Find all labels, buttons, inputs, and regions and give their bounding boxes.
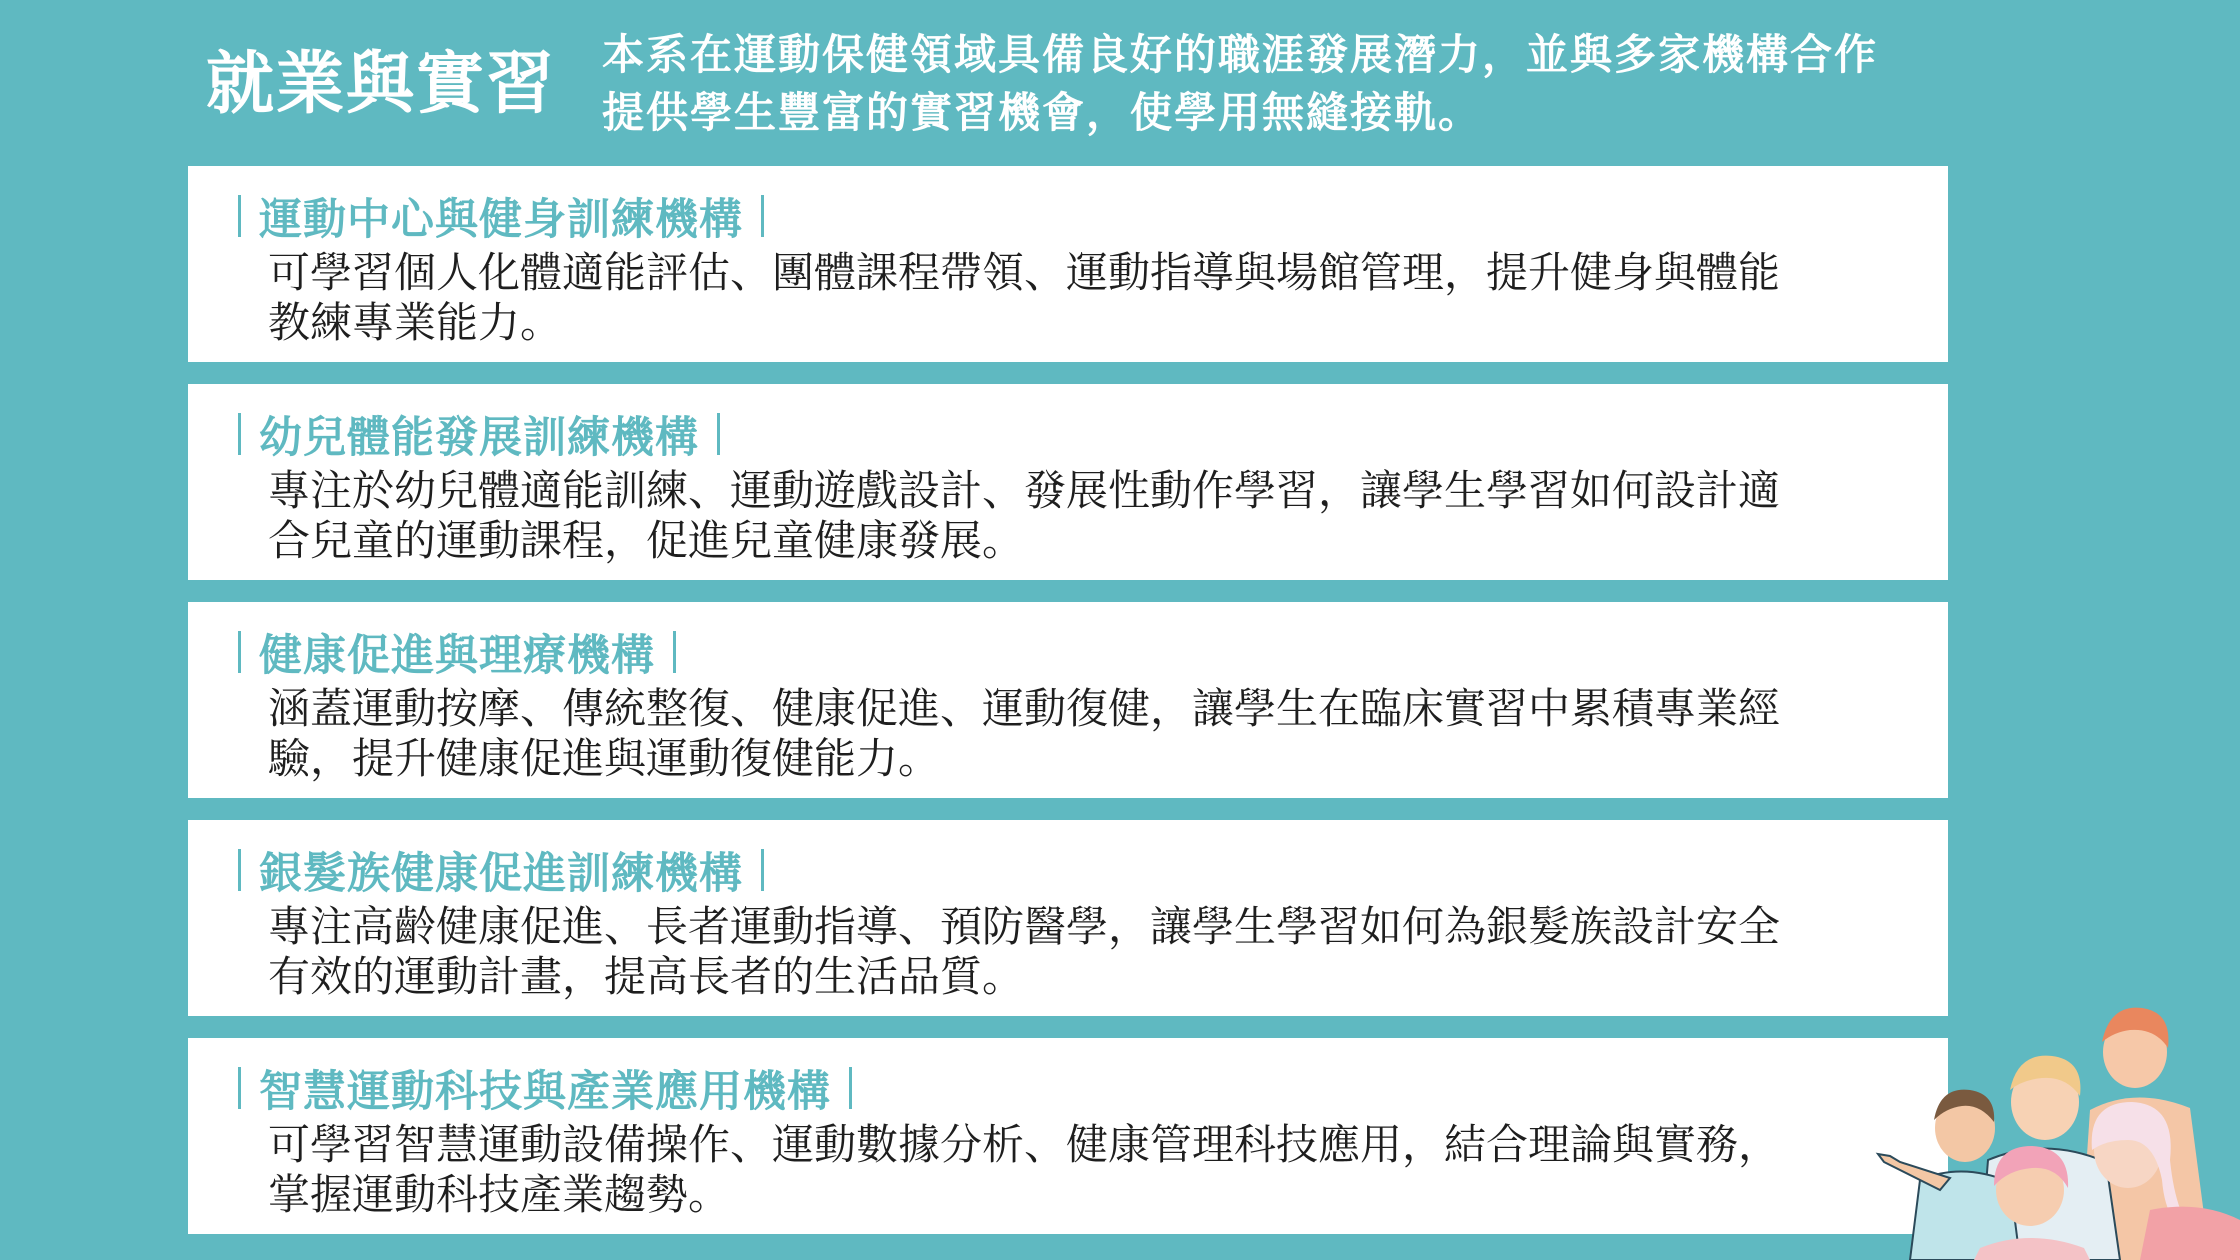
description-line: 掌握運動科技產業趨勢。	[268, 1170, 731, 1219]
heading-divider	[761, 195, 764, 237]
card-heading	[238, 186, 764, 246]
card-title: 幼兒體能發展訓練機構	[259, 412, 699, 463]
heading-divider	[238, 849, 241, 891]
heading-divider	[717, 413, 720, 455]
heading-divider	[761, 849, 764, 891]
card-description	[268, 684, 1888, 784]
card-description	[268, 466, 1888, 566]
heading-divider	[238, 631, 241, 673]
card-description	[268, 902, 1888, 1002]
institution-list	[188, 166, 1948, 1256]
institution-card-health	[188, 602, 1948, 798]
heading-divider	[238, 1067, 241, 1109]
description-line: 可學習智慧運動設備操作、運動數據分析、健康管理科技應用，結合理論與實務，	[268, 1120, 1781, 1169]
institution-card-child	[188, 384, 1948, 580]
description-line: 專注高齡健康促進、長者運動指導、預防醫學，讓學生學習如何為銀髮族設計安全	[268, 902, 1781, 951]
institution-card-tech	[188, 1038, 1948, 1234]
heading-divider	[849, 1067, 852, 1109]
page-title: 就業與實習	[206, 45, 557, 124]
card-description	[268, 1120, 1888, 1220]
description-line: 涵蓋運動按摩、傳統整復、健康促進、運動復健，讓學生在臨床實習中累積專業經	[268, 684, 1781, 733]
card-title: 銀髮族健康促進訓練機構	[259, 848, 743, 899]
card-heading	[238, 1058, 852, 1118]
institution-card-fitness	[188, 166, 1948, 362]
intro-text	[602, 26, 2022, 142]
description-line: 有效的運動計畫，提高長者的生活品質。	[268, 952, 1025, 1001]
card-title: 智慧運動科技與產業應用機構	[259, 1066, 831, 1117]
heading-divider	[673, 631, 676, 673]
description-line: 教練專業能力。	[268, 298, 563, 347]
card-heading	[238, 404, 720, 464]
card-title: 健康促進與理療機構	[259, 630, 655, 681]
card-title: 運動中心與健身訓練機構	[259, 194, 743, 245]
heading-divider	[238, 413, 241, 455]
card-heading	[238, 622, 676, 682]
intro-line: 提供學生豐富的實習機會，使學用無縫接軌。	[602, 88, 1483, 137]
card-description	[268, 248, 1888, 348]
people-group-pointing-illustration	[1870, 990, 2240, 1260]
heading-divider	[238, 195, 241, 237]
description-line: 驗，提升健康促進與運動復健能力。	[268, 734, 941, 783]
institution-card-senior	[188, 820, 1948, 1016]
description-line: 合兒童的運動課程，促進兒童健康發展。	[268, 516, 1025, 565]
card-heading	[238, 840, 764, 900]
header	[0, 0, 2240, 160]
description-line: 專注於幼兒體適能訓練、運動遊戲設計、發展性動作學習，讓學生學習如何設計適	[268, 466, 1781, 515]
description-line: 可學習個人化體適能評估、團體課程帶領、運動指導與場館管理，提升健身與體能	[268, 248, 1781, 297]
intro-line: 本系在運動保健領域具備良好的職涯發展潛力，並與多家機構合作	[602, 30, 1879, 79]
